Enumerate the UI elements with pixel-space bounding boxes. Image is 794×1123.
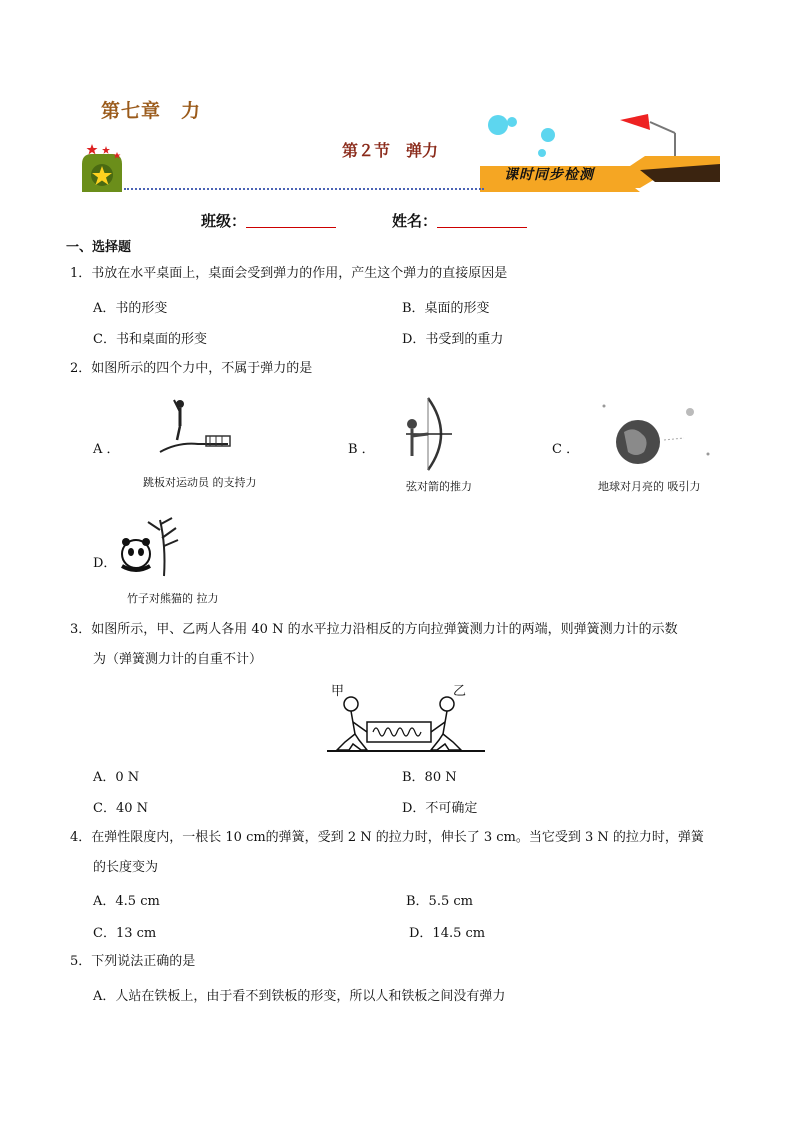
q2-caption-d: 竹子对熊猫的 拉力 bbox=[127, 592, 219, 605]
q3-option-a[interactable]: A．0 N bbox=[93, 770, 140, 785]
q3-option-b[interactable]: B．80 N bbox=[402, 770, 457, 785]
banner-text: 课时同步检测 bbox=[504, 167, 594, 183]
bubble-icon bbox=[538, 149, 546, 157]
part-title: 一、选择题 bbox=[66, 240, 132, 255]
header-divider bbox=[124, 188, 484, 190]
figure-label-jia: 甲 bbox=[331, 684, 345, 699]
desk-lamp-icon bbox=[620, 114, 675, 163]
q4-stem-line2: 的长度变为 bbox=[93, 860, 159, 875]
q1-option-b[interactable]: B．桌面的形变 bbox=[402, 301, 490, 316]
class-label: 班级： bbox=[201, 212, 247, 230]
earth-moon-icon bbox=[598, 400, 718, 470]
q2-caption-c: 地球对月亮的 吸引力 bbox=[598, 480, 701, 493]
q2-option-c[interactable]: C ． bbox=[552, 442, 580, 457]
q2-option-b[interactable]: B ． bbox=[348, 442, 375, 457]
q2-option-d[interactable]: D． bbox=[93, 556, 117, 571]
q2-caption-a: 跳板对运动员 的支持力 bbox=[143, 476, 257, 489]
q4-option-c[interactable]: C．13 cm bbox=[93, 926, 157, 941]
archer-bow-icon bbox=[398, 394, 458, 474]
q2-stem: 2．如图所示的四个力中，不属于弹力的是 bbox=[70, 361, 313, 376]
q2-caption-b: 弦对箭的推力 bbox=[406, 480, 472, 493]
class-field bbox=[201, 210, 336, 231]
panda-bamboo-icon bbox=[114, 516, 190, 580]
star-badge-icon bbox=[78, 142, 126, 194]
name-blank[interactable] bbox=[437, 213, 527, 228]
bubble-icon bbox=[488, 115, 508, 135]
q1-option-c[interactable]: C．书和桌面的形变 bbox=[93, 332, 207, 347]
chapter-title: 第七章 力 bbox=[101, 100, 202, 122]
q3-option-c[interactable]: C．40 N bbox=[93, 801, 148, 816]
header-decoration bbox=[480, 108, 720, 198]
class-blank[interactable] bbox=[246, 213, 336, 228]
name-label: 姓名： bbox=[392, 212, 438, 230]
q5-option-a[interactable]: A．人站在铁板上，由于看不到铁板的形变，所以人和铁板之间没有弹力 bbox=[93, 989, 506, 1004]
section-title: 第２节 弹力 bbox=[342, 141, 439, 160]
q4-option-a[interactable]: A．4.5 cm bbox=[93, 894, 160, 909]
figure-label-yi: 乙 bbox=[453, 684, 467, 699]
q5-stem: 5．下列说法正确的是 bbox=[70, 954, 196, 969]
spring-scale-figure bbox=[325, 690, 487, 756]
q1-option-a[interactable]: A．书的形变 bbox=[93, 301, 168, 316]
q3-stem-line1: 3．如图所示，甲、乙两人各用 40 N 的水平拉力沿相反的方向拉弹簧测力计的两端，则弹簧测力计的示数 bbox=[70, 622, 678, 637]
q4-option-d[interactable]: D．14.5 cm bbox=[409, 926, 486, 941]
name-field bbox=[392, 210, 527, 231]
q4-stem-line1: 4．在弹性限度内，一根长 10 cm的弹簧，受到 2 N 的拉力时，伸长了 3 cm。当它受到 3 N 的拉力时，弹簧 bbox=[70, 830, 704, 845]
q1-option-d[interactable]: D．书受到的重力 bbox=[402, 332, 504, 347]
q4-option-b[interactable]: B．5.5 cm bbox=[406, 894, 473, 909]
q3-stem-line2: 为（弹簧测力计的自重不计） bbox=[93, 652, 263, 667]
q3-option-d[interactable]: D．不可确定 bbox=[402, 801, 478, 816]
q2-option-a[interactable]: A ． bbox=[93, 442, 120, 457]
diver-springboard-icon bbox=[158, 394, 238, 458]
bubble-icon bbox=[507, 117, 517, 127]
bubble-icon bbox=[541, 128, 555, 142]
q1-stem: 1．书放在水平桌面上，桌面会受到弹力的作用，产生这个弹力的直接原因是 bbox=[70, 266, 508, 281]
